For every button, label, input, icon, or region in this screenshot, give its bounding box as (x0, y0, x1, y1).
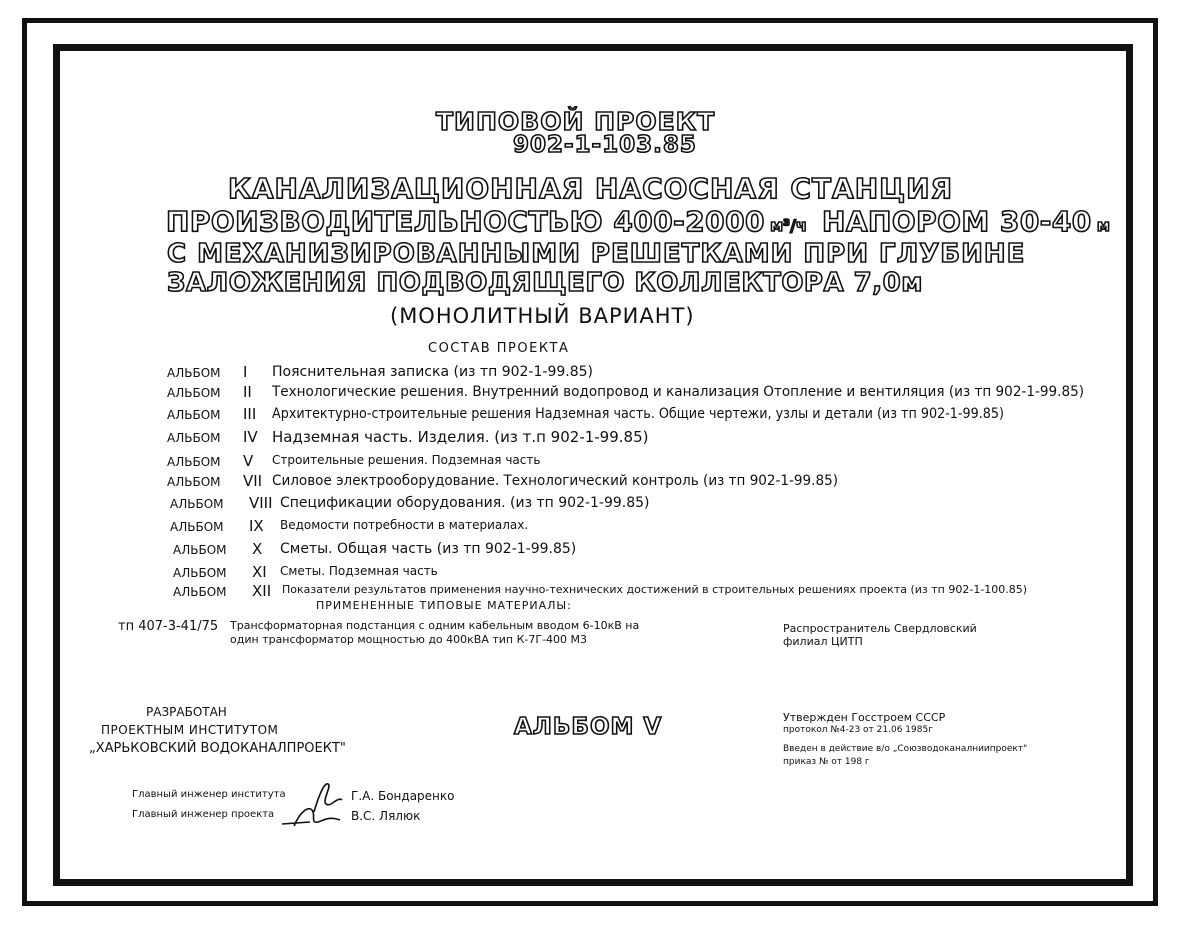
album-row-text (272, 365, 593, 379)
album-row-text (282, 584, 1027, 595)
distributor-line2: филиал ЦИТП (783, 635, 863, 648)
chief-institute-title: Главный инженер института (132, 789, 286, 800)
album-row-number: VII (243, 472, 263, 490)
material-line1: Трансформаторная подстанция с одним кабельным вводом 6-10кВ на (230, 619, 640, 632)
chief-project-title: Главный инженер проекта (132, 809, 275, 820)
main-title-line2-unit2: м (1096, 216, 1110, 235)
album-row-text-content: Силовое электрооборудование. Технологический контроль (из тп 902-1-99.85) (272, 473, 838, 489)
main-title-line3: С МЕХАНИЗИРОВАННЫМИ РЕШЕТКАМИ ПРИ ГЛУБИНЕ (167, 239, 1026, 269)
album-row-label: АЛЬБОМ (170, 520, 224, 534)
developer-line1: РАЗРАБОТАН (146, 705, 227, 719)
album-row-text (272, 454, 540, 466)
album-row-label: АЛЬБОМ (167, 386, 221, 400)
album-row-number: VIII (249, 494, 273, 512)
variant-label: (МОНОЛИТНЫЙ ВАРИАНТ) (390, 304, 695, 328)
album-row-number: X (252, 540, 263, 558)
album-row-text-content: Строительные решения. Подземная часть (272, 453, 541, 467)
album-row-text-content: Показатели результатов применения научно-технических достижений в строительных решениях проекта (из тп 902-1-100.85) (282, 583, 1028, 596)
distributor-line1: Распространитель Свердловский (783, 622, 977, 635)
album-row-text-content: Пояснительная записка (из тп 902-1-99.85) (272, 364, 593, 380)
album-row-label: АЛЬБОМ (167, 455, 221, 469)
album-row-number: III (243, 405, 257, 423)
album-row-number: IV (243, 428, 258, 446)
album-row-label: АЛЬБОМ (173, 566, 227, 580)
album-row-label: АЛЬБОМ (167, 408, 221, 422)
main-title-line1: КАНАЛИЗАЦИОННАЯ НАСОСНАЯ СТАНЦИЯ (228, 172, 954, 205)
signature-lyalyuk (280, 802, 350, 830)
album-row-text-content: Спецификации оборудования. (из тп 902-1-99.85) (280, 495, 650, 511)
project-number: 902-1-103.85 (513, 132, 697, 158)
album-row-number: V (243, 452, 254, 470)
album-row-label: АЛЬБОМ (167, 431, 221, 445)
album-row-label: АЛЬБОМ (167, 475, 221, 489)
developer-line3: „ХАРЬКОВСКИЙ ВОДОКАНАЛПРОЕКТ" (89, 741, 346, 756)
album-row-text-content: Сметы. Общая часть (из тп 902-1-99.85) (280, 541, 577, 557)
main-title-line4: ЗАЛОЖЕНИЯ ПОДВОДЯЩЕГО КОЛЛЕКТОРА 7,0м (167, 268, 923, 298)
main-title-line2-b: НАПОРОМ 30-40 (821, 205, 1092, 238)
album-row-number: II (243, 383, 252, 401)
album-row-number: IX (249, 517, 264, 535)
album-row-number: I (243, 363, 248, 381)
album-row-number: XII (252, 582, 272, 600)
album-row-text (280, 565, 438, 577)
main-title-line2-a: ПРОИЗВОДИТЕЛЬНОСТЬЮ 400-2000 (166, 205, 765, 238)
album-row-text (272, 430, 648, 445)
album-row-text-content: Ведомости потребности в материалах. (280, 518, 529, 532)
material-line2: один трансформатор мощностью до 400кВА тип К-7Г-400 М3 (230, 633, 588, 646)
approval-line1: Утвержден Госстроем СССР (783, 711, 946, 724)
approval-line4: приказ № от 198 г (783, 757, 870, 767)
album-row-text (272, 474, 857, 488)
album-row-label: АЛЬБОМ (173, 543, 227, 557)
album-row-number: XI (252, 563, 267, 581)
approval-line2: протокол №4-23 от 21.06 1985г (783, 725, 933, 735)
album-row-label: АЛЬБОМ (170, 497, 224, 511)
album-row-text (280, 496, 650, 510)
materials-heading: ПРИМЕНЕННЫЕ ТИПОВЫЕ МАТЕРИАЛЫ: (316, 599, 572, 612)
album-row-label: АЛЬБОМ (173, 585, 227, 599)
album-row-text-content: Сметы. Подземная часть (280, 564, 438, 578)
album-row-text (280, 519, 528, 531)
project-type-title: ТИПОВОЙ ПРОЕКТ (436, 107, 716, 136)
chief-institute-name: Г.А. Бондаренко (351, 789, 455, 803)
album-row-text (272, 385, 1110, 399)
album-row-text-content: Технологические решения. Внутренний водопровод и канализация Отопление и вентиляция (из тп 902-1-99.85) (272, 384, 1084, 400)
main-title-line2 (166, 205, 1110, 238)
material-code: тп 407-3-41/75 (118, 619, 219, 634)
approval-line3: Введен в действие в/о „Союзводоканалниипроект" (783, 744, 1028, 754)
developer-line2: ПРОЕКТНЫМ ИНСТИТУТОМ (101, 723, 279, 737)
main-title-line2-unit: м³/ч (770, 216, 807, 235)
chief-project-name: В.С. Лялюк (351, 809, 421, 823)
album-row-text-content: Архитектурно-строительные решения Надземная часть. Общие чертежи, узлы и детали (из тп 902-1-99.85) (272, 406, 1004, 422)
composition-heading: СОСТАВ ПРОЕКТА (428, 341, 570, 356)
album-row-text (280, 542, 576, 556)
album-row-text (272, 407, 1076, 421)
album-row-label: АЛЬБОМ (167, 366, 221, 380)
album-row-text-content: Надземная часть. Изделия. (из т.п 902-1-99.85) (272, 428, 649, 446)
album-label: АЛЬБОМ V (514, 714, 663, 740)
